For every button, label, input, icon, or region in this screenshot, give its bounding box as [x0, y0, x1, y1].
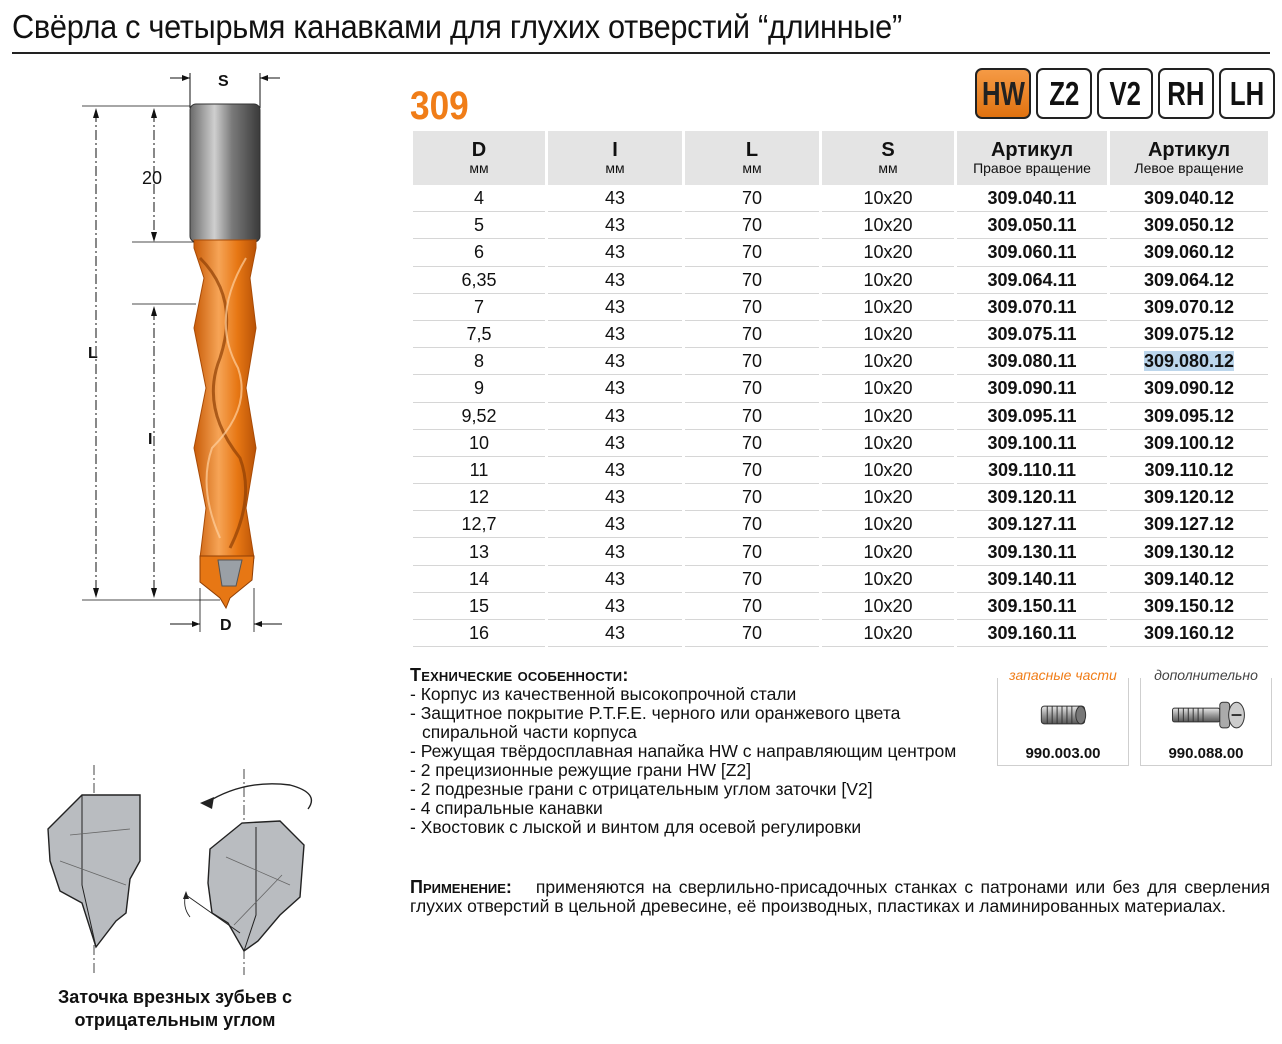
table-row[interactable] [413, 267, 1268, 294]
label-20: 20 [142, 168, 163, 188]
badge-rh: RH [1158, 68, 1214, 119]
cell-i: 43 [548, 457, 682, 484]
col-d: D мм [413, 131, 545, 185]
cell-d: 7 [413, 294, 545, 321]
cell-l: 70 [685, 620, 819, 647]
features-heading: Технические особенности: [410, 665, 629, 685]
cell-d: 4 [413, 185, 545, 212]
application-heading: Применение: [410, 877, 512, 897]
cell-s: 10x20 [822, 457, 954, 484]
badge-z2: Z2 [1036, 68, 1092, 119]
technical-features [410, 666, 970, 837]
label-d: D [220, 617, 232, 634]
cell-i: 43 [548, 593, 682, 620]
cell-article-left: 309.080.12 [1110, 348, 1268, 375]
tip-sharpening-drawing [30, 765, 350, 985]
cell-l: 70 [685, 267, 819, 294]
col-l: L мм [685, 131, 819, 185]
spec-table [410, 131, 1271, 647]
badge-hw: HW [975, 68, 1031, 119]
badge-v2: V2 [1097, 68, 1153, 119]
cell-article-right: 309.070.11 [957, 294, 1107, 321]
label-i: I [148, 431, 153, 448]
cell-article-right: 309.120.11 [957, 484, 1107, 511]
cell-l: 70 [685, 538, 819, 565]
table-header-row [413, 131, 1268, 185]
caption-line-1: Заточка врезных зубьев с [58, 987, 292, 1007]
cell-article-left: 309.160.12 [1110, 620, 1268, 647]
model-number: 309 [410, 84, 469, 128]
table-row[interactable] [413, 294, 1268, 321]
cell-l: 70 [685, 511, 819, 538]
cell-article-left: 309.090.12 [1110, 375, 1268, 402]
cell-article-right: 309.130.11 [957, 538, 1107, 565]
cell-d: 15 [413, 593, 545, 620]
caption-line-2: отрицательным углом [74, 1010, 276, 1030]
table-row[interactable] [413, 403, 1268, 430]
cell-article-left: 309.120.12 [1110, 484, 1268, 511]
title-divider [12, 52, 1270, 54]
cell-article-left: 309.060.12 [1110, 239, 1268, 266]
feature-item: - 2 подрезные грани с отрицательным углом заточки [V2] [410, 779, 873, 799]
cell-d: 11 [413, 457, 545, 484]
table-body [413, 185, 1268, 647]
extra-part-card[interactable] [1140, 667, 1272, 766]
label-l: L [88, 345, 98, 362]
feature-item: - Защитное покрытие P.T.F.E. черного или оранжевого цвета спиральной части корпуса [410, 703, 901, 742]
cell-l: 70 [685, 239, 819, 266]
cell-s: 10x20 [822, 294, 954, 321]
application-text: применяются на сверлильно-присадочных станках с патронами или без для сверления глухих отверстий в цельной древесине, её производных, пластиках и ламинированных материалах. [410, 877, 1270, 916]
cell-i: 43 [548, 484, 682, 511]
table-row[interactable] [413, 430, 1268, 457]
cell-i: 43 [548, 267, 682, 294]
cell-l: 70 [685, 403, 819, 430]
table-row[interactable] [413, 620, 1268, 647]
table-row[interactable] [413, 457, 1268, 484]
drill-body [194, 240, 256, 558]
cell-d: 9,52 [413, 403, 545, 430]
col-article-left: Артикул Левое вращение [1110, 131, 1268, 185]
cell-s: 10x20 [822, 212, 954, 239]
cell-article-left: 309.100.12 [1110, 430, 1268, 457]
cell-article-right: 309.060.11 [957, 239, 1107, 266]
cell-d: 6,35 [413, 267, 545, 294]
application-section [410, 878, 1270, 916]
table-row[interactable] [413, 321, 1268, 348]
cell-l: 70 [685, 484, 819, 511]
table-row[interactable] [413, 484, 1268, 511]
cell-i: 43 [548, 511, 682, 538]
cell-article-right: 309.140.11 [957, 566, 1107, 593]
cell-s: 10x20 [822, 511, 954, 538]
table-row[interactable] [413, 348, 1268, 375]
feature-item: - Хвостовик с лыской и винтом для осевой регулировки [410, 817, 862, 837]
cell-d: 16 [413, 620, 545, 647]
cell-i: 43 [548, 185, 682, 212]
cell-i: 43 [548, 212, 682, 239]
cell-s: 10x20 [822, 620, 954, 647]
features-list [410, 685, 970, 837]
cell-l: 70 [685, 321, 819, 348]
cell-article-left: 309.064.12 [1110, 267, 1268, 294]
spare-part-card[interactable] [997, 667, 1129, 766]
cell-s: 10x20 [822, 430, 954, 457]
cell-l: 70 [685, 212, 819, 239]
col-s: S мм [822, 131, 954, 185]
spare-part-title: запасные части [998, 667, 1128, 683]
cell-l: 70 [685, 457, 819, 484]
cell-article-left: 309.070.12 [1110, 294, 1268, 321]
cell-i: 43 [548, 294, 682, 321]
adjusting-screw-icon [1141, 697, 1271, 737]
cell-i: 43 [548, 566, 682, 593]
cell-article-right: 309.064.11 [957, 267, 1107, 294]
cell-article-left: 309.130.12 [1110, 538, 1268, 565]
table-row[interactable] [413, 212, 1268, 239]
cell-i: 43 [548, 375, 682, 402]
cell-article-left: 309.075.12 [1110, 321, 1268, 348]
table-row[interactable] [413, 375, 1268, 402]
cell-s: 10x20 [822, 403, 954, 430]
cell-l: 70 [685, 185, 819, 212]
cell-d: 12,7 [413, 511, 545, 538]
cell-i: 43 [548, 538, 682, 565]
cell-s: 10x20 [822, 267, 954, 294]
cell-i: 43 [548, 620, 682, 647]
feature-item: - Режущая твёрдосплавная напайка HW с направляющим центром [410, 741, 957, 761]
cell-article-right: 309.075.11 [957, 321, 1107, 348]
cell-article-left: 309.140.12 [1110, 566, 1268, 593]
cell-d: 5 [413, 212, 545, 239]
cell-s: 10x20 [822, 538, 954, 565]
table-row[interactable] [413, 538, 1268, 565]
table-row[interactable] [413, 511, 1268, 538]
cell-d: 6 [413, 239, 545, 266]
cell-article-right: 309.095.11 [957, 403, 1107, 430]
cell-s: 10x20 [822, 375, 954, 402]
tip-left-view [48, 795, 140, 947]
drill-shank [190, 104, 260, 242]
set-screw-icon [998, 697, 1128, 737]
cell-s: 10x20 [822, 566, 954, 593]
cell-i: 43 [548, 321, 682, 348]
cell-d: 14 [413, 566, 545, 593]
drill-dimension-drawing [70, 68, 290, 648]
cell-article-right: 309.150.11 [957, 593, 1107, 620]
tip-sharpening-caption [10, 986, 340, 1032]
cell-d: 13 [413, 538, 545, 565]
cell-s: 10x20 [822, 593, 954, 620]
cell-article-left: 309.050.12 [1110, 212, 1268, 239]
cell-i: 43 [548, 348, 682, 375]
spare-part-code: 990.003.00 [1025, 745, 1101, 762]
col-i: I мм [548, 131, 682, 185]
cell-article-right: 309.050.11 [957, 212, 1107, 239]
feature-item: - Корпус из качественной высокопрочной стали [410, 684, 797, 704]
page-title: Свёрла с четырьмя канавками для глухих отверстий “длинные” [12, 8, 902, 45]
cell-d: 8 [413, 348, 545, 375]
table-row[interactable] [413, 239, 1268, 266]
cell-s: 10x20 [822, 321, 954, 348]
feature-item: - 4 спиральные канавки [410, 798, 603, 818]
cell-d: 7,5 [413, 321, 545, 348]
cell-l: 70 [685, 294, 819, 321]
cell-article-right: 309.100.11 [957, 430, 1107, 457]
col-article-right: Артикул Правое вращение [957, 131, 1107, 185]
badge-lh: LH [1219, 68, 1275, 119]
feature-item: - 2 прецизионные режущие грани HW [Z2] [410, 760, 752, 780]
cell-d: 12 [413, 484, 545, 511]
cell-l: 70 [685, 566, 819, 593]
cell-i: 43 [548, 239, 682, 266]
cell-article-right: 309.160.11 [957, 620, 1107, 647]
cell-article-right: 309.110.11 [957, 457, 1107, 484]
cell-s: 10x20 [822, 239, 954, 266]
cell-d: 10 [413, 430, 545, 457]
cell-l: 70 [685, 593, 819, 620]
extra-part-title: дополнительно [1141, 667, 1271, 683]
cell-article-left: 309.040.12 [1110, 185, 1268, 212]
cell-d: 9 [413, 375, 545, 402]
cell-i: 43 [548, 430, 682, 457]
cell-l: 70 [685, 348, 819, 375]
cell-article-right: 309.090.11 [957, 375, 1107, 402]
cell-article-left: 309.127.12 [1110, 511, 1268, 538]
cell-i: 43 [548, 403, 682, 430]
extra-part-code: 990.088.00 [1168, 745, 1244, 762]
cell-article-right: 309.127.11 [957, 511, 1107, 538]
feature-badges [975, 68, 1275, 119]
label-s: S [218, 73, 229, 90]
cell-article-right: 309.040.11 [957, 185, 1107, 212]
cell-s: 10x20 [822, 185, 954, 212]
table-row[interactable] [413, 593, 1268, 620]
cell-s: 10x20 [822, 484, 954, 511]
table-row[interactable] [413, 566, 1268, 593]
cell-article-left: 309.095.12 [1110, 403, 1268, 430]
cell-l: 70 [685, 430, 819, 457]
cell-article-right: 309.080.11 [957, 348, 1107, 375]
cell-l: 70 [685, 375, 819, 402]
cell-article-left: 309.150.12 [1110, 593, 1268, 620]
cell-s: 10x20 [822, 348, 954, 375]
table-row[interactable] [413, 185, 1268, 212]
cell-article-left: 309.110.12 [1110, 457, 1268, 484]
